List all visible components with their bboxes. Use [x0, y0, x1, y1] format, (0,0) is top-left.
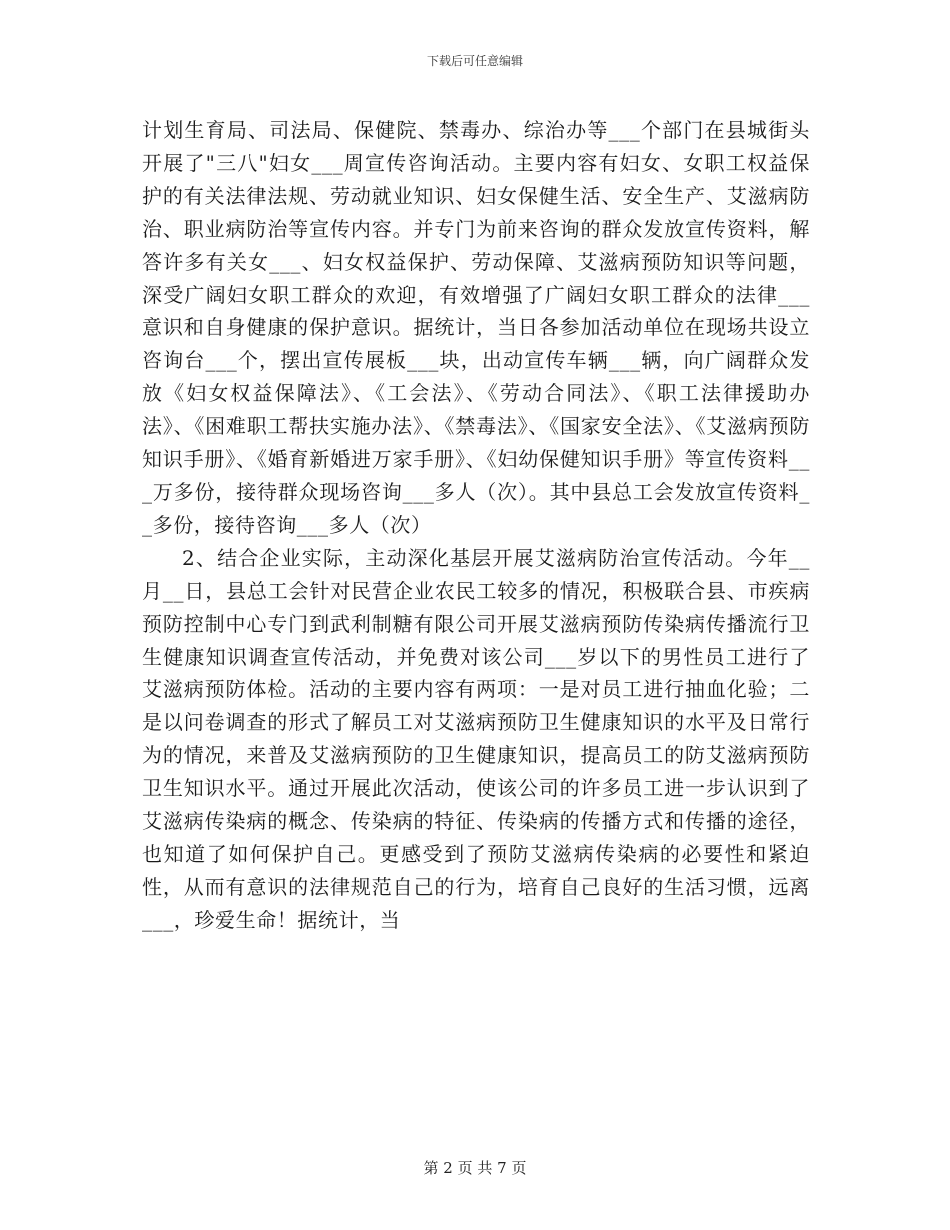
paragraph-1: 计划生育局、司法局、保健院、禁毒办、综治办等___个部门在县城街头开展了"三八"妇女___周宣传咨询活动。主要内容有妇女、女职工权益保护的有关法律法规、劳动就业知识、妇女保健生活、安全生产、艾滋病防治、职业病防治等宣传内容。并专门为前来咨询的群众发放宣传资料，解答许多有关女___、妇女权益保护、劳动保障、艾滋病预防知识等问题，深受广阔妇女职工群众的欢迎，有效增强了广阔妇女职工群众的法律___意识和自身健康的保护意识。据统计，当日各参加活动单位在现场共设立咨询台___个，摆出宣传展板___块，出动宣传车辆___辆，向广阔群众发放《妇女权益保障法》、《工会法》、《劳动合同法》、《职工法律援助办法》、《困难职工帮扶实施办法》、《禁毒法》、《国家安全法》、《艾滋病预防知识手册》、《婚育新婚进万家手册》、《妇幼保健知识手册》等宣传资料___万多份，接待群众现场咨询___多人（次）。其中县总工会发放宣传资料__多份，接待咨询___多人（次）: [142, 118, 810, 537]
paragraph-2: 2、结合企业实际，主动深化基层开展艾滋病防治宣传活动。今年__月__日，县总工会针对民营企业农民工较多的情况，积极联合县、市疾病预防控制中心专门到武利制糖有限公司开展艾滋病预防传染病传播流行卫生健康知识调查宣传活动，并免费对该公司___岁以下的男性员工进行了艾滋病预防体检。活动的主要内容有两项：一是对员工进行抽血化验；二是以问卷调查的形式了解员工对艾滋病预防卫生健康知识的水平及日常行为的情况，来普及艾滋病预防的卫生健康知识，提高员工的防艾滋病预防卫生知识水平。通过开展此次活动，使该公司的许多员工进一步认识到了艾滋病传染病的概念、传染病的特征、传染病的传播方式和传播的途径，也知道了如何保护自己。更感受到了预防艾滋病传染病的必要性和紧迫性，从而有意识的法律规范自己的行为，培育自己良好的生活习惯，远离___，珍爱生命！据统计，当: [142, 545, 810, 932]
document-body: [142, 114, 810, 937]
page-footer-number: 第 2 页 共 7 页: [423, 1159, 527, 1177]
page-header-note: 下载后可任意编辑: [426, 54, 523, 68]
